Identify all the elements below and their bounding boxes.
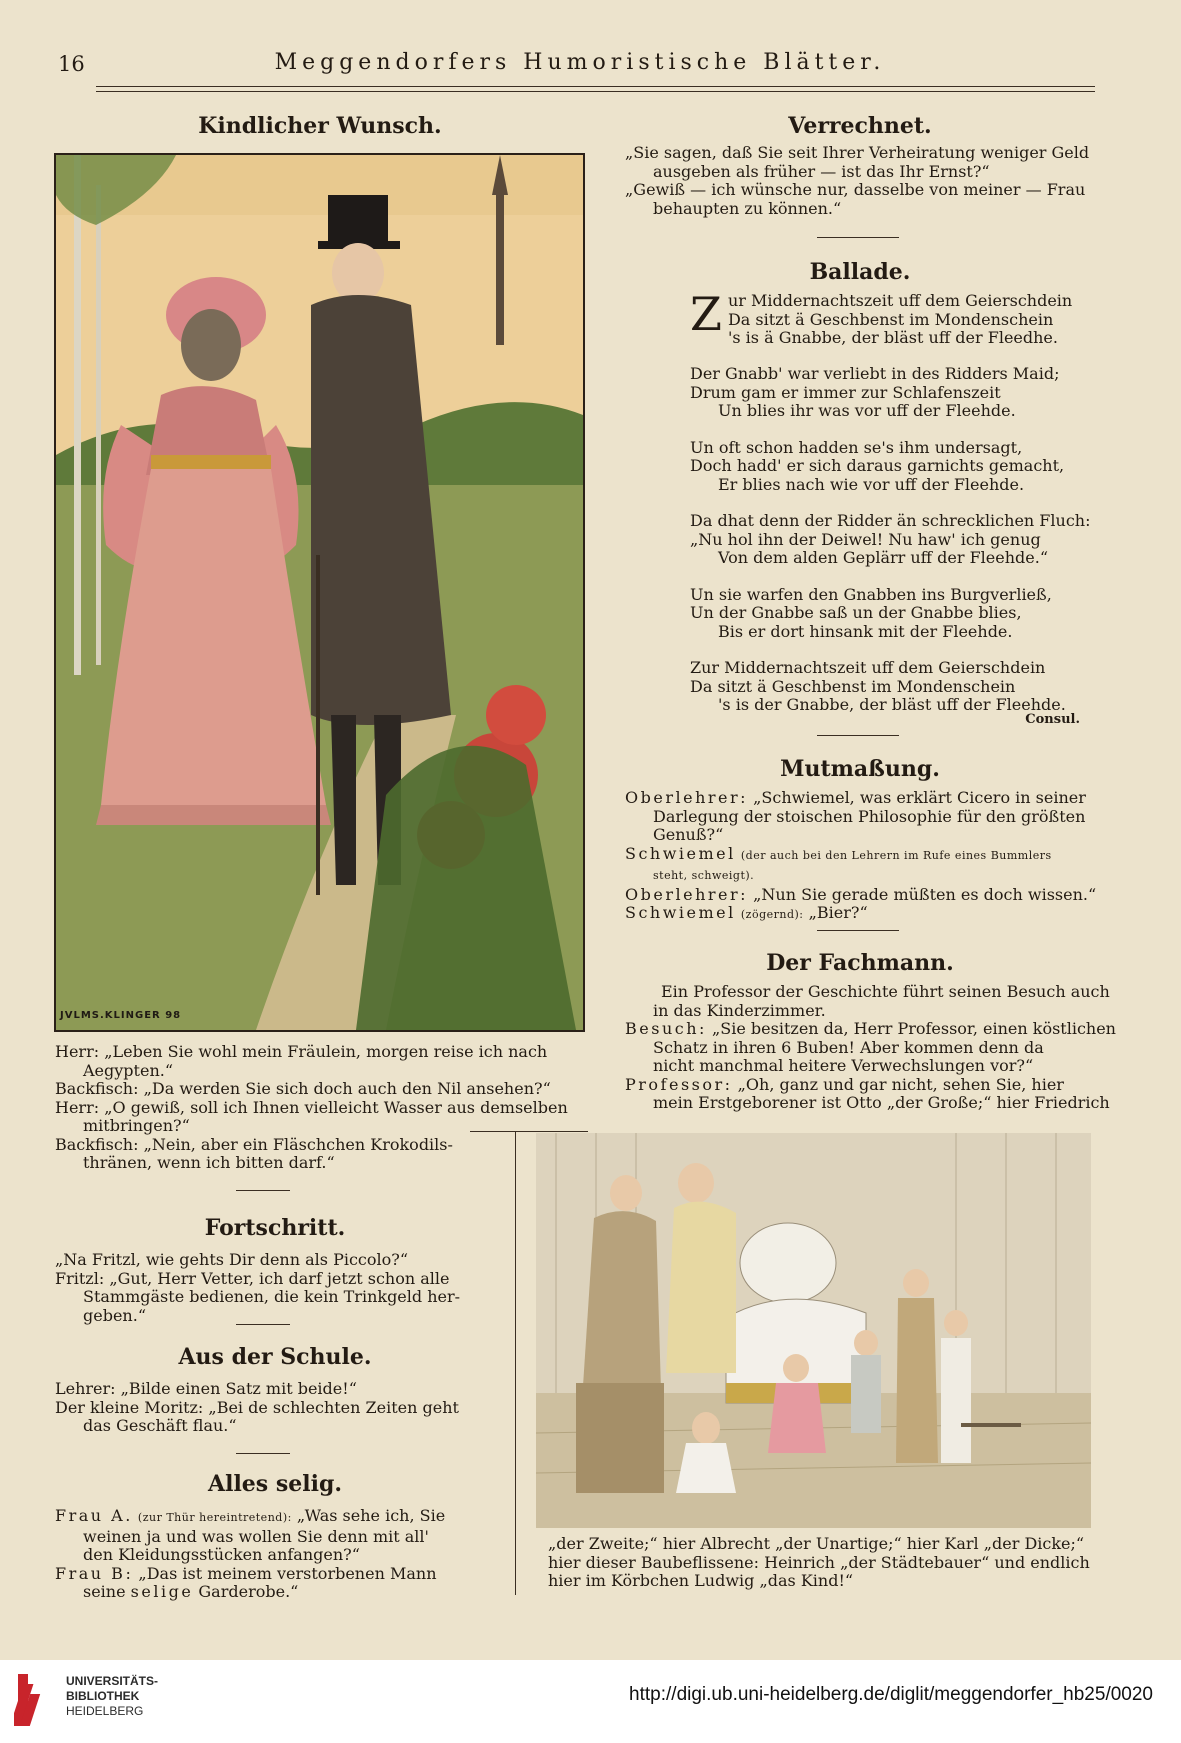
fortschritt-line-1: „Na Fritzl, wie gehts Dir denn als Piccolo?“ (55, 1250, 409, 1269)
fachmann-text-1: „Sie besitzen da, Herr Professor, einen köstlichen (712, 1019, 1116, 1038)
ballade-line: Da sitzt ä Geschbenst im Mondenschein (690, 676, 1016, 696)
column-divider (515, 1131, 516, 1595)
verrechnet-line-2: ausgeben als früher — ist das Ihr Ernst?“ (653, 161, 990, 181)
mutmassung-speaker-2: Schwiemel (625, 843, 736, 863)
fachmann-end-3: hier im Körbchen Ludwig „das Kind!“ (548, 1571, 854, 1590)
logo-line-3: HEIDELBERG (66, 1704, 144, 1718)
family-illustration-drawing (536, 1133, 1091, 1528)
ballade-line: Bis er dort hinsank mit der Fleehde. (718, 621, 1013, 641)
fachmann-text-5: mein Erstgeborener ist Otto „der Große;“ hier Friedrich (653, 1093, 1110, 1112)
ballade-line: Er blies nach wie vor uff der Fleehde. (718, 474, 1025, 494)
family-illustration (536, 1133, 1091, 1528)
schule-text (55, 1380, 495, 1436)
mutmassung-text-3: Genuß?“ (653, 825, 724, 844)
kindlicher-line-6: Backfisch: „Nein, aber ein Fläschchen Krokodils- (55, 1134, 453, 1154)
mutmassung-speaker-3: Oberlehrer: (625, 884, 749, 904)
library-logo-text (66, 1674, 158, 1719)
ballade-line: Der Gnabb' war verliebt in des Ridders Maid; (690, 364, 1060, 383)
mutmassung-note-3: (zögernd): (740, 908, 804, 921)
ballade-stanza-3 (690, 439, 1090, 495)
section-divider (236, 1190, 290, 1191)
ballade-line: Zur Middernachtszeit uff dem Geierschdein (690, 658, 1046, 677)
kindlicher-line-2: Aegypten.“ (83, 1060, 174, 1080)
selig-text-5: seine (83, 1582, 126, 1601)
ballade-stanza-5 (690, 586, 1090, 642)
header-rule-1 (96, 86, 1095, 87)
kindlicher-line-3: Backfisch: „Da werden Sie sich doch auch den Nil ansehen?“ (55, 1079, 551, 1098)
footer-bar (0, 1660, 1181, 1743)
fachmann-text-2: Schatz in ihren 6 Buben! Aber kommen denn da (653, 1037, 1044, 1057)
ballade-line: Un blies ihr was vor uff der Fleehde. (718, 401, 1016, 420)
ballade-line-1: ur Middernachtszeit uff dem Geierschdein (727, 291, 1073, 310)
ballade-line: Drum gam er immer zur Schlafenszeit (690, 382, 1001, 402)
section-divider (817, 930, 899, 931)
schule-line-3: das Geschäft flau.“ (83, 1416, 237, 1435)
library-logo-icon (14, 1670, 58, 1730)
ballade-stanza-6 (690, 659, 1090, 715)
ballade-poem (690, 287, 1091, 715)
selig-text-2: weinen ja und was wollen Sie denn mit all' (83, 1526, 429, 1546)
selig-stage-note: (zur Thür hereintretend): (137, 1511, 292, 1524)
kindlicher-line-7: thränen, wenn ich bitten darf.“ (83, 1153, 335, 1172)
fachmann-speaker-2: Professor: (625, 1074, 733, 1094)
fortschritt-line-3: Stammgäste bedienen, die kein Trinkgeld her- (83, 1287, 461, 1306)
illustration-signature: JVLMS.KLINGER 98 (60, 1010, 182, 1021)
ballade-line-3: 's is ä Gnabbe, der bläst uff der Fleedhe. (727, 328, 1058, 347)
ballade-stanza-4 (690, 512, 1090, 568)
fachmann-end-text (548, 1535, 1093, 1591)
kindlicher-line-5: mitbringen?“ (83, 1116, 190, 1135)
verrechnet-line-3: „Gewiß — ich wünsche nur, dasselbe von meiner — Frau (625, 180, 1086, 199)
verrechnet-line-1: „Sie sagen, daß Sie seit Ihrer Verheiratung weniger Geld (625, 143, 1090, 162)
ballade-line: Da dhat denn der Ridder än schrecklichen Fluch: (690, 511, 1091, 530)
journal-title: Meggendorfers Humoristische Blätter. (274, 50, 886, 75)
selig-text (55, 1507, 495, 1602)
selig-speaker-a: Frau A. (55, 1506, 133, 1525)
ballade-line: Un der Gnabbe saß un der Gnabbe blies, (690, 603, 1022, 622)
fortschritt-line-2: Fritzl: „Gut, Herr Vetter, ich darf jetzt schon alle (55, 1268, 450, 1288)
ballade-line: 's is der Gnabbe, der bläst uff der Fleehde. (718, 695, 1066, 714)
kindlicher-title: Kindlicher Wunsch. (198, 113, 442, 139)
ballade-line: Doch hadd' er sich daraus garnichts gemacht, (690, 456, 1065, 475)
mutmassung-text-5: „Bier?“ (808, 903, 868, 922)
fortschritt-text (55, 1251, 495, 1325)
section-divider (817, 237, 899, 238)
mutmassung-title: Mutmaßung. (780, 756, 940, 782)
selig-text-4: „Das ist meinem verstorbenen Mann (138, 1563, 437, 1583)
section-divider (817, 735, 899, 736)
fortschritt-line-4: geben.“ (83, 1305, 146, 1325)
mutmassung-speaker-4: Schwiemel (625, 903, 736, 922)
ballade-author: Consul. (1025, 712, 1080, 727)
page-number: 16 (58, 52, 85, 76)
ballade-stanza-2 (690, 365, 1090, 421)
couple-illustration (54, 153, 585, 1032)
kindlicher-line-1: Herr: „Leben Sie wohl mein Fräulein, morgen reise ich nach (55, 1042, 548, 1061)
ballade-title: Ballade. (809, 259, 911, 285)
selig-text-5-end: Garderobe.“ (198, 1582, 299, 1601)
logo-line-1: UNIVERSITÄTS- (66, 1674, 159, 1688)
selig-text-1: „Was sehe ich, Sie (296, 1506, 446, 1525)
fachmann-speaker-1: Besuch: (625, 1019, 707, 1038)
ballade-line: Von dem alden Geplärr uff der Fleehde.“ (718, 548, 1049, 567)
source-url[interactable]: http://digi.ub.uni-heidelberg.de/diglit/meggendorfer_hb25/0020 (629, 1684, 1153, 1705)
selig-title: Alles selig. (208, 1471, 342, 1497)
ballade-line-2: Da sitzt ä Geschbenst im Mondenschein (727, 309, 1054, 329)
logo-line-2: BIBLIOTHEK (66, 1689, 140, 1703)
mutmassung-note-2: steht, schweigt). (653, 869, 755, 882)
mutmassung-text (625, 789, 1095, 925)
fachmann-text-4: „Oh, ganz und gar nicht, sehen Sie, hier (737, 1074, 1064, 1094)
selig-speaker-b: Frau B: (55, 1563, 134, 1583)
header-rule-2 (96, 91, 1095, 92)
fachmann-text (625, 982, 1116, 1113)
text-box-top-rule (470, 1131, 588, 1132)
kindlicher-line-4: Herr: „O gewiß, soll ich Ihnen vielleicht Wasser aus demselben (55, 1097, 568, 1117)
mutmassung-speaker-1: Oberlehrer: (625, 788, 749, 807)
mutmassung-note-1: (der auch bei den Lehrern im Rufe eines Bummlers (740, 848, 1052, 862)
fachmann-text-3: nicht manchmal heitere Verwechslungen vor?“ (653, 1056, 1034, 1075)
verrechnet-line-4: behaupten zu können.“ (653, 198, 842, 218)
schule-line-1: Lehrer: „Bilde einen Satz mit beide!“ (55, 1379, 357, 1398)
ballade-line: „Nu hol ihn der Deiwel! Nu haw' ich genug (690, 529, 1041, 549)
fachmann-end-1: „der Zweite;“ hier Albrecht „der Unartige;“ hier Karl „der Dicke;“ (548, 1534, 1085, 1553)
section-divider (236, 1453, 290, 1454)
schule-line-2: Der kleine Moritz: „Bei de schlechten Zeiten geht (55, 1397, 459, 1417)
selig-emphasis: selige (130, 1582, 194, 1601)
ballade-line: Un oft schon hadden se's ihm undersagt, (690, 437, 1023, 457)
schule-title: Aus der Schule. (178, 1344, 372, 1370)
fachmann-end-2: hier dieser Baubeflissene: Heinrich „der Städtebauer“ und endlich (548, 1552, 1090, 1572)
verrechnet-title: Verrechnet. (788, 113, 932, 139)
ballade-line: Un sie warfen den Gnabben ins Burgverließ, (690, 584, 1052, 604)
fortschritt-title: Fortschritt. (204, 1215, 346, 1241)
verrechnet-text (625, 144, 1095, 218)
fachmann-title: Der Fachmann. (766, 950, 954, 976)
ballade-dropcap: Z (690, 287, 722, 341)
fachmann-intro-2: in das Kinderzimmer. (653, 1000, 826, 1020)
kindlicher-text (55, 1043, 585, 1173)
mutmassung-text-1: „Schwiemel, was erklärt Cicero in seiner (753, 788, 1086, 807)
section-divider (236, 1324, 290, 1325)
fachmann-intro-1: Ein Professor der Geschichte führt seinen Besuch auch (661, 982, 1110, 1001)
couple-illustration-drawing (56, 155, 583, 1030)
ballade-stanza-1 (690, 287, 1090, 348)
mutmassung-text-2: Darlegung der stoischen Philosophie für den größten (653, 806, 1086, 826)
selig-text-3: den Kleidungsstücken anfangen?“ (83, 1545, 360, 1564)
mutmassung-text-4: „Nun Sie gerade müßten es doch wissen.“ (753, 884, 1097, 904)
